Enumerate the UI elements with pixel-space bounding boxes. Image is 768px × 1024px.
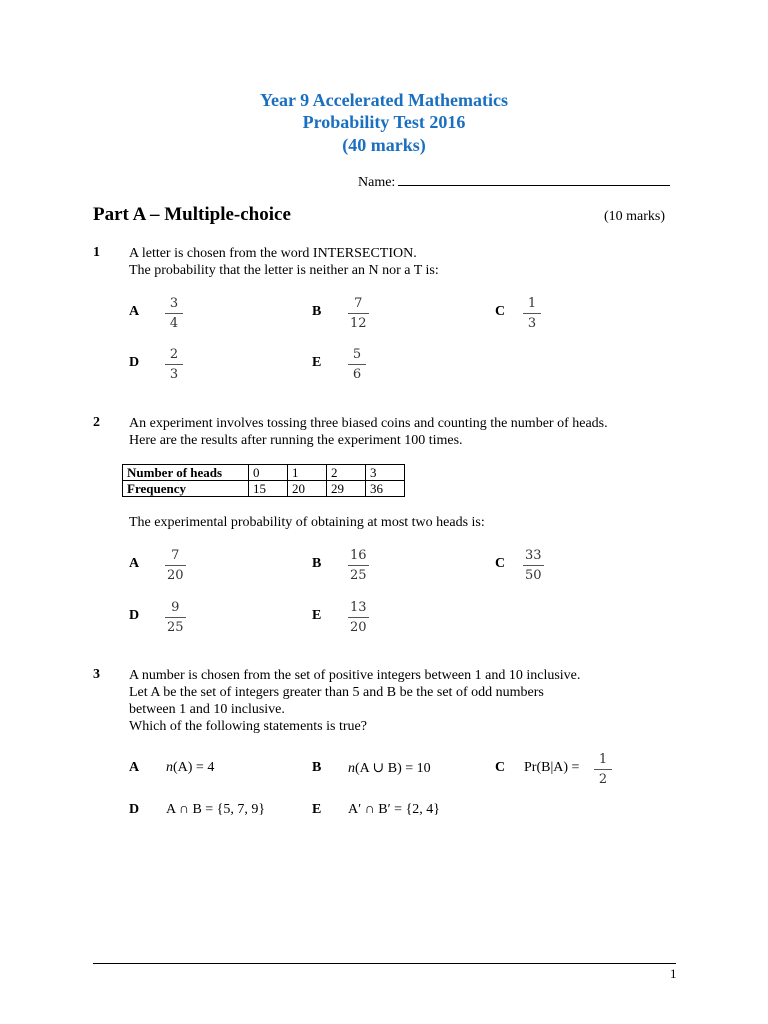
q2-option-d-letter: D <box>129 608 140 623</box>
q3-option-b-letter: B <box>312 760 322 775</box>
numerator: 7 <box>354 296 363 311</box>
table-cell: 20 <box>288 481 327 497</box>
document-title: Year 9 Accelerated Mathematics <box>259 90 509 110</box>
q2-option-c-fraction <box>523 546 544 583</box>
question-3-text <box>129 667 689 735</box>
q2-option-d-fraction <box>165 598 186 635</box>
denominator: 20 <box>348 617 369 635</box>
document-subtitle: Probability Test 2016 <box>302 112 466 132</box>
part-a-heading: Part A – Multiple-choice <box>93 204 291 225</box>
table-row <box>123 481 405 497</box>
q1-option-a-letter: A <box>129 304 140 319</box>
q1-option-d-letter: D <box>129 355 140 370</box>
table-row <box>123 465 405 481</box>
question-2-text <box>129 415 689 449</box>
q3-option-c-letter: C <box>495 760 506 775</box>
q3-option-a-letter: A <box>129 760 140 775</box>
q1-option-c-letter: C <box>495 304 506 319</box>
table-row-header: Number of heads <box>123 465 249 481</box>
name-blank-line <box>398 171 670 186</box>
question-3-line-2: Let A be the set of integers greater than 5 and B be the set of odd numbers <box>129 685 544 700</box>
q3-option-b-text <box>348 760 431 777</box>
q1-option-d-fraction <box>165 345 183 382</box>
q1-option-b-fraction <box>348 294 369 331</box>
question-2-number: 2 <box>93 415 100 430</box>
name-label: Name: <box>358 175 396 190</box>
denominator: 20 <box>165 565 186 583</box>
q2-option-a-fraction <box>165 546 186 583</box>
option-expression: (A ∪ B) = 10 <box>355 761 431 776</box>
question-3-line-3: between 1 and 10 inclusive. <box>129 702 285 717</box>
table-cell: 3 <box>366 465 405 481</box>
q3-option-e-text: A′ ∩ B′ = {2, 4} <box>348 802 441 817</box>
italic-n: n <box>348 761 355 776</box>
numerator: 5 <box>352 347 362 362</box>
q3-option-a-text <box>166 760 214 776</box>
table-cell: 29 <box>327 481 366 497</box>
denominator: 3 <box>165 364 183 382</box>
denominator: 12 <box>348 313 369 331</box>
q2-option-b-letter: B <box>312 556 322 571</box>
table-row-header: Frequency <box>123 481 249 497</box>
question-1-number: 1 <box>93 245 100 260</box>
numerator: 7 <box>171 548 180 563</box>
question-2-line-2: Here are the results after running the experiment 100 times. <box>129 433 463 448</box>
question-1-line-2: The probability that the letter is neither an N nor a T is: <box>129 263 439 278</box>
q2-option-e-fraction <box>348 598 369 635</box>
numerator: 1 <box>598 752 608 767</box>
q2-option-c-letter: C <box>495 556 506 571</box>
q3-option-e-letter: E <box>312 802 322 817</box>
q1-option-e-fraction <box>348 345 366 382</box>
page-number: 1 <box>670 966 677 981</box>
option-expression: (A) = 4 <box>173 760 215 775</box>
footer-divider <box>93 963 676 964</box>
table-cell: 2 <box>327 465 366 481</box>
q1-option-a-fraction <box>165 294 183 331</box>
denominator: 2 <box>594 769 612 787</box>
numerator: 1 <box>527 296 537 311</box>
question-3-line-4: Which of the following statements is true? <box>129 719 367 734</box>
q2-option-a-letter: A <box>129 556 140 571</box>
numerator: 9 <box>171 600 180 615</box>
question-2-prompt: The experimental probability of obtaining at most two heads is: <box>129 515 485 530</box>
denominator: 50 <box>523 565 544 583</box>
italic-n: n <box>166 760 173 775</box>
q2-option-e-letter: E <box>312 608 322 623</box>
table-cell: 15 <box>249 481 288 497</box>
table-cell: 1 <box>288 465 327 481</box>
numerator: 2 <box>169 347 179 362</box>
frequency-table <box>122 464 405 497</box>
q2-option-b-fraction <box>348 546 369 583</box>
q1-option-c-fraction <box>523 294 541 331</box>
q3-option-c-text: Pr(B|A) = <box>524 760 580 775</box>
question-1-line-1: A letter is chosen from the word INTERSECTION. <box>129 246 417 261</box>
denominator: 25 <box>348 565 369 583</box>
question-3-line-1: A number is chosen from the set of positive integers between 1 and 10 inclusive. <box>129 668 581 683</box>
numerator: 13 <box>350 600 367 615</box>
q3-option-c-fraction <box>594 750 612 787</box>
denominator: 25 <box>165 617 186 635</box>
table-cell: 0 <box>249 465 288 481</box>
q1-option-b-letter: B <box>312 304 322 319</box>
numerator: 3 <box>169 296 179 311</box>
table-cell: 36 <box>366 481 405 497</box>
denominator: 6 <box>348 364 366 382</box>
frequency-table-wrapper <box>122 464 405 497</box>
q1-option-e-letter: E <box>312 355 322 370</box>
name-field <box>358 171 670 191</box>
question-1-text <box>129 245 689 279</box>
question-3-number: 3 <box>93 667 100 682</box>
numerator: 33 <box>525 548 542 563</box>
question-2-line-1: An experiment involves tossing three biased coins and counting the number of heads. <box>129 416 608 431</box>
denominator: 3 <box>523 313 541 331</box>
q3-option-d-text: A ∩ B = {5, 7, 9} <box>166 802 266 817</box>
numerator: 16 <box>350 548 367 563</box>
q3-option-d-letter: D <box>129 802 140 817</box>
denominator: 4 <box>165 313 183 331</box>
total-marks: (40 marks) <box>342 135 426 155</box>
part-a-marks: (10 marks) <box>604 209 666 224</box>
